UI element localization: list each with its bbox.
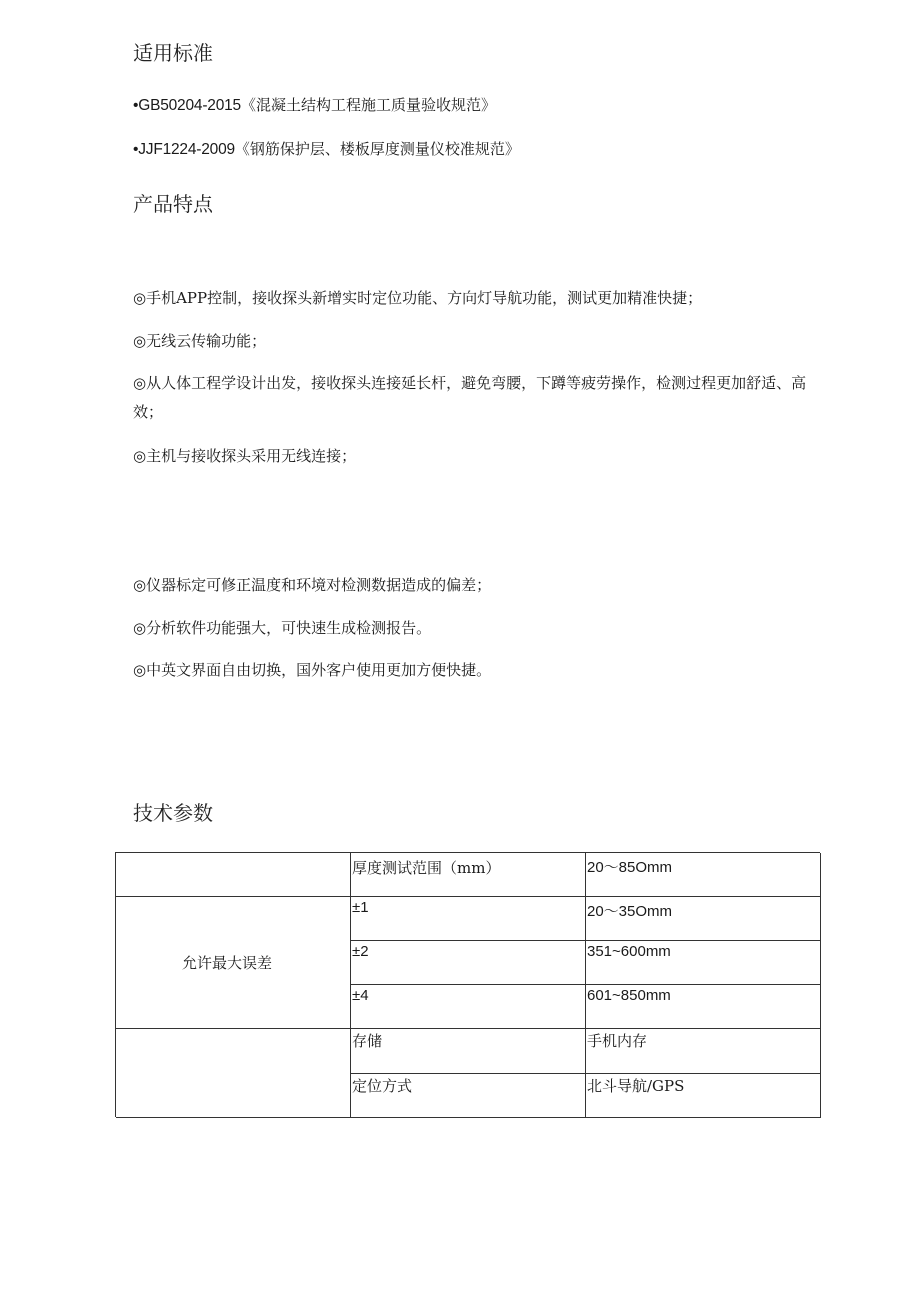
tolerance-range-cell: 601~850mm [586,985,821,1029]
tolerance-cell: ±2 [351,941,586,985]
standards-heading: 适用标准 [133,41,213,65]
table-cell-empty [116,853,351,897]
range-label-cell: 厚度测试范围（mm） [351,853,586,897]
feature-item: ◎无线云传输功能； [133,332,267,350]
positioning-value-cell: 北斗导航/GPS [586,1074,821,1118]
storage-label-cell: 存储 [351,1029,586,1074]
error-label-cell: 允许最大误差 [116,897,351,1029]
specs-heading: 技术参数 [133,801,213,825]
feature-item: ◎手机APP控制，接收探头新增实时定位功能、方向灯导航功能，测试更加精准快捷； [133,289,703,307]
feature-item: ◎主机与接收探头采用无线连接； [133,447,357,465]
standard-item [133,95,496,116]
specs-table [115,852,820,1117]
standard-item [133,139,520,160]
feature-item: ◎从人体工程学设计出发，接收探头连接延长杆，避免弯腰，下蹲等疲劳操作，检测过程更加舒适、高效； [133,374,807,421]
standard-name: 《钢筋保护层、楼板厚度测量仪校准规范》 [234,140,520,158]
standard-code: •GB50204-2015 [133,97,241,114]
feature-item: ◎中英文界面自由切换，国外客户使用更加方便快捷。 [133,661,492,679]
storage-value-cell: 手机内存 [586,1029,821,1074]
tolerance-range-cell: 20～35Omm [586,897,821,941]
tolerance-cell: ±4 [351,985,586,1029]
standard-name: 《混凝土结构工程施工质量验收规范》 [240,96,496,114]
tolerance-cell: ±1 [351,897,586,941]
standard-code: •JJF1224-2009 [133,141,235,158]
positioning-label-cell: 定位方式 [351,1074,586,1118]
tolerance-range-cell: 351~600mm [586,941,821,985]
table-cell-empty [116,1029,351,1118]
feature-item: ◎仪器标定可修正温度和环境对检测数据造成的偏差； [133,576,492,594]
features-heading: 产品特点 [133,192,213,216]
range-value-cell: 20～85Omm [586,853,821,897]
feature-item: ◎分析软件功能强大，可快速生成检测报告。 [133,619,432,637]
